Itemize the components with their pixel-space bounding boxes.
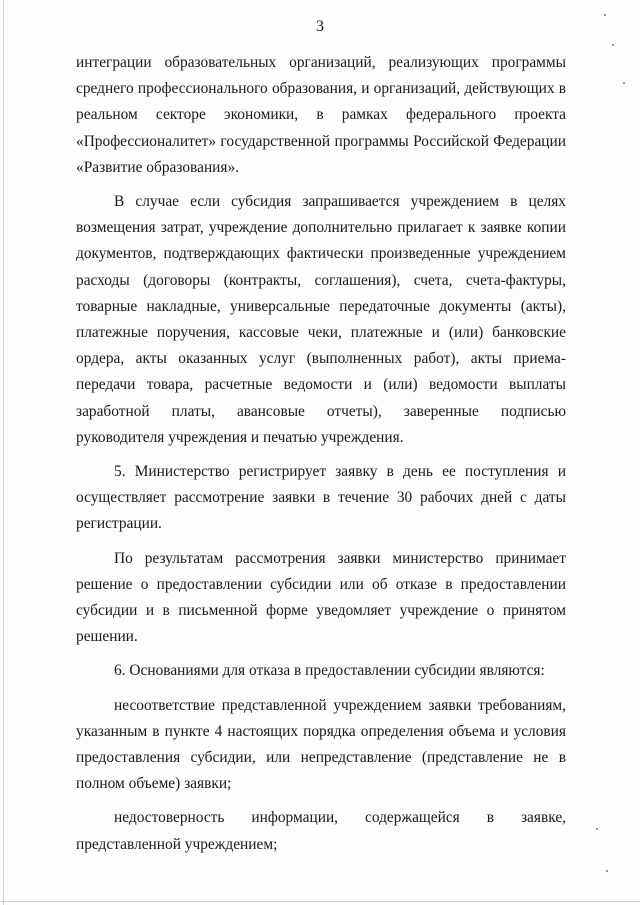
scan-edge-left	[3, 0, 4, 905]
scan-speck	[606, 870, 608, 872]
page-number: 3	[316, 18, 324, 35]
paragraph: 6. Основаниями для отказа в предоставлении субсидии являются:	[114, 662, 545, 680]
paragraph: несоответствие представленной учреждением заявки требованиям, указанным в пункте 4 настоящих порядка определения объема и условия предоставления субсидии, или непредставление (представление не в полном объеме) заявки;	[76, 696, 566, 793]
scan-speck	[623, 82, 625, 84]
scan-speck	[596, 828, 598, 830]
scan-edge-bottom	[0, 901, 640, 902]
paragraph: По результатам рассмотрения заявки министерство принимает решение о предоставлении субсидии или об отказе в предоставлении субсидии и в письменной форме уведомляет учреждение о принятом решении.	[76, 549, 566, 646]
paragraph: интеграции образовательных организаций, реализующих программы среднего профессионального образования, и организаций, действующих в реальном секторе экономики, в рамках федерального проекта «Профессионалитет» государственной программы Российской Федерации «Развитие образования».	[76, 54, 566, 176]
document-body	[76, 50, 566, 858]
paragraph: 5. Министерство регистрирует заявку в день ее поступления и осуществляет рассмотрение заявки в течение 30 рабочих дней с даты регистрации.	[76, 463, 566, 533]
scan-speck	[612, 44, 614, 46]
paragraph: недостоверность информации, содержащейся в заявке, представленной учреждением;	[76, 809, 566, 853]
paragraph: В случае если субсидия запрашивается учреждением в целях возмещения затрат, учреждение дополнительно прилагает к заявке копии документов, подтверждающих фактически произведенные учреждением расходы (договоры (контракты, соглашения), счета, счета-фактуры, товарные накладные, универсальные передаточные документы (акты), платежные поручения, кассовые чеки, платежные и (или) банковские ордера, акты оказанных услуг (выполненных работ), акты приема-передачи товара, расчетные ведомости и (или) ведомости выплаты заработной платы, авансовые отчеты), заверенные подписью руководителя учреждения и печатью учреждения.	[76, 193, 566, 446]
scan-speck	[604, 14, 606, 16]
